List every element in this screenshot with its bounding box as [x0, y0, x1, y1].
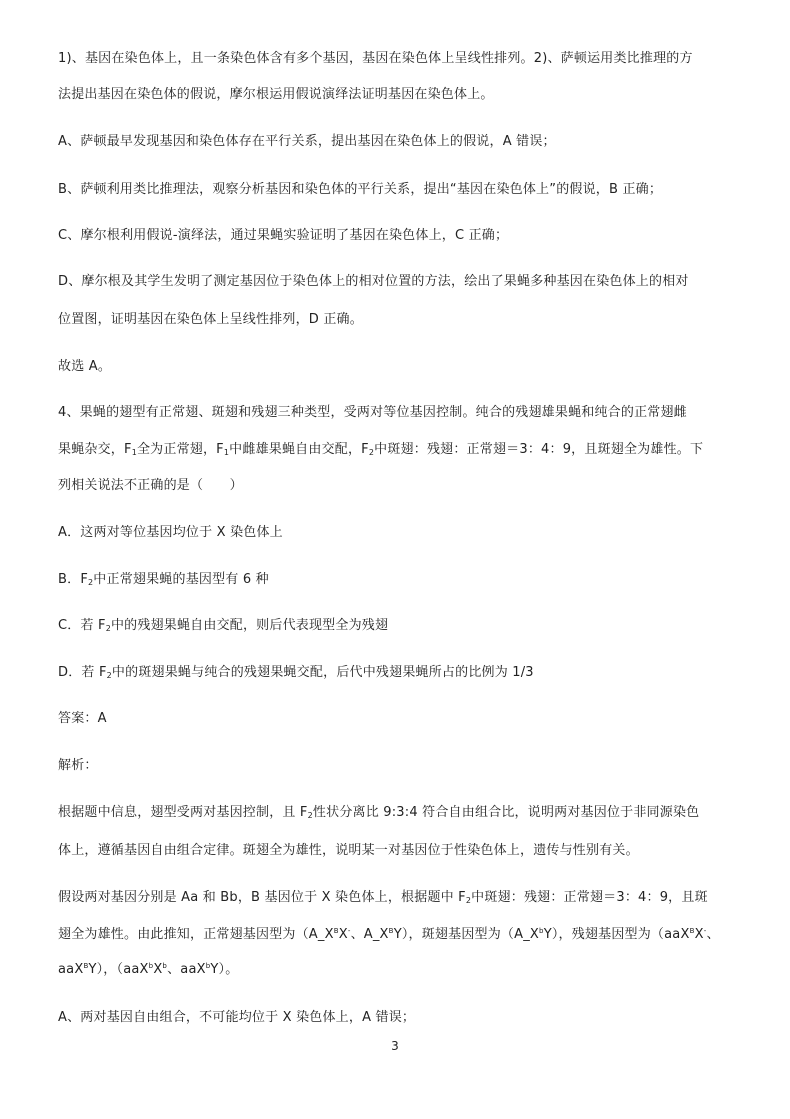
text-line: 法提出基因在染色体的假说，摩尔根运用假说演绎法证明基因在染色体上。: [58, 87, 494, 102]
option-b-explanation: B、萨顿利用类比推理法，观察分析基因和染色体的平行关系，提出“基因在染色体上”的假说，B 正确；: [58, 182, 663, 197]
answer-line: 答案：A: [58, 711, 107, 726]
option-c-explanation: C、摩尔根利用假说-演绎法，通过果蝇实验证明了基因在染色体上，C 正确；: [58, 228, 509, 243]
text-line: 位置图，证明基因在染色体上呈线性排列，D 正确。: [58, 312, 363, 327]
analysis-paragraph-line2: 体上，遵循基因自由组合定律。斑翅全为雄性，说明某一对基因位于性染色体上，遗传与性别有关。: [58, 843, 639, 858]
option-c: C．若 $F_2$中的残翅果蝇自由交配，则后代表现型全为残翅: [58, 618, 389, 633]
conclusion-line: 故选 A。: [58, 359, 112, 374]
analysis-paragraph: 根据题中信息，翅型受两对基因控制，且 $F_2$性状分离比 9:3:4 符合自由组合比，说明两对基因位于非同源染色: [58, 805, 700, 820]
option-a-analysis: A、两对基因自由组合，不可能均位于 X 染色体上，A 错误；: [58, 1010, 416, 1025]
text-line: 1)、基因在染色体上，且一条染色体含有多个基因，基因在染色体上呈线性排列。2)、萨顿运用类比推理的方: [58, 51, 693, 66]
analysis-heading: 解析：: [58, 758, 98, 773]
option-a-explanation: A、萨顿最早发现基因和染色体存在平行关系，提出基因在染色体上的假说，A 错误；: [58, 134, 556, 149]
analysis-paragraph-2: 假设两对基因分别是 Aa 和 Bb，B 基因位于 X 染色体上，根据题中 $F_2$中斑翅：残翅：正常翅＝3：4：9，且斑: [58, 890, 708, 905]
option-a: A．这两对等位基因均位于 X 染色体上: [58, 525, 283, 540]
option-d-explanation: D、摩尔根及其学生发明了测定基因位于染色体上的相对位置的方法，绘出了果蝇多种基因在染色体上的相对: [58, 274, 689, 289]
page-number: 3: [391, 1039, 399, 1053]
question-4-stem-line3: 列相关说法不正确的是（ ）: [58, 478, 243, 493]
option-d: D．若 $F_2$中的斑翅果蝇与纯合的残翅果蝇交配，后代中残翅果蝇所占的比例为 1/3: [58, 665, 534, 680]
option-b: B．$F_2$中正常翅果蝇的基因型有 6 种: [58, 572, 269, 587]
analysis-paragraph-2-line3: aaX$^B$Y），（$aaX^bX^b$、aaX$^b$Y）。: [58, 962, 239, 977]
question-4-stem-line2: 果蝇杂交，$F_1$全为正常翅，$F_1$中雌雄果蝇自由交配，$F_2$中斑翅：残翅：正常翅＝3：4：9，且斑翅全为雄性。下: [58, 442, 704, 457]
question-4-stem: 4、果蝇的翅型有正常翅、斑翅和残翅三种类型，受两对等位基因控制。纯合的残翅雄果蝇和纯合的正常翅雌: [58, 405, 687, 420]
analysis-paragraph-2-line2: 翅全为雄性。由此推知，正常翅基因型为（$A\_X^BX^-$、$A\_X^BY$），斑翅基因型为$(A\_X^bY)$，残翅基因型为（aaX$^B$X-、: [58, 927, 720, 942]
